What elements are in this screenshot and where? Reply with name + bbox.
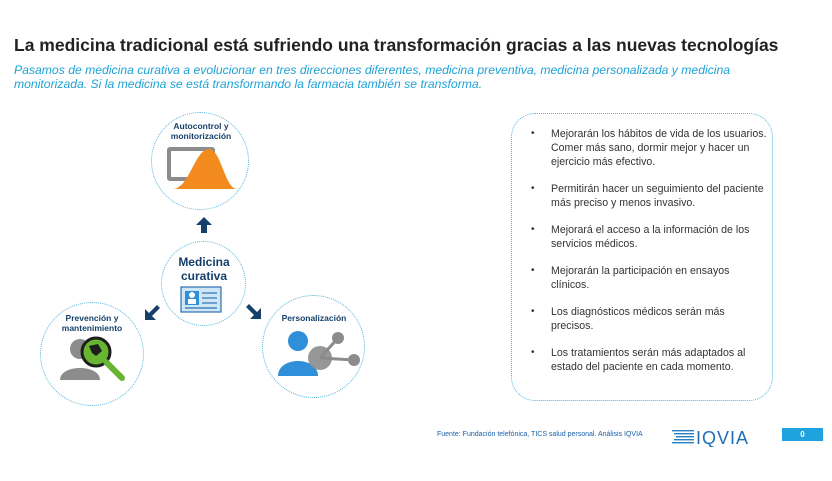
benefit-text: Los diagnósticos médicos serán más precisos. <box>551 306 725 332</box>
bullet-dot: • <box>531 265 535 276</box>
benefit-text: Mejorarán la participación en ensayos clínicos. <box>551 265 730 291</box>
iqvia-logo <box>672 425 772 447</box>
prevention-label: Prevención y mantenimiento <box>61 313 123 333</box>
bullet-dot: • <box>531 183 535 194</box>
curative-label: Medicina curativa <box>178 255 230 283</box>
benefit-item <box>529 346 769 374</box>
benefit-text: Mejorarán los hábitos de vida de los usuarios. Comer más sano, dormir mejor y hacer un ejercicio más efectivo. <box>551 128 767 168</box>
source-note: Fuente: Fundación telefónica, TICS salud personal. Análisis IQVIA <box>437 431 643 438</box>
benefit-item <box>529 182 769 210</box>
slide-title: La medicina tradicional está sufriendo una transformación gracias a las nuevas tecnologías <box>14 35 779 55</box>
benefit-item <box>529 305 769 333</box>
personalization-network-icon <box>276 328 362 380</box>
benefit-text: Mejorará el acceso a la información de los servicios médicos. <box>551 224 750 250</box>
arrow-up-icon <box>195 216 213 234</box>
bullet-dot: • <box>531 224 535 235</box>
logo-text: IQVIA <box>696 428 750 447</box>
bullet-dot: • <box>531 128 535 139</box>
slide-subtitle: Pasamos de medicina curativa a evolucionar en tres direcciones diferentes, medicina preventiva, medicina personalizada y medicina monitorizada. Si la medicina se está transformando la farmacia también se transforma. <box>14 63 731 91</box>
monitoring-label: Autocontrol y monitorización <box>170 121 232 141</box>
person-search-icon <box>56 334 136 384</box>
bullet-dot: • <box>531 347 535 358</box>
medical-record-icon <box>179 285 225 315</box>
arrow-down-right-icon <box>244 302 262 320</box>
benefit-item <box>529 264 769 292</box>
arrow-down-left-icon <box>144 303 162 321</box>
benefits-list <box>529 127 769 387</box>
bullet-dot: • <box>531 306 535 317</box>
benefit-item <box>529 127 769 169</box>
benefit-item <box>529 223 769 251</box>
page-number: 0 <box>782 428 823 441</box>
benefit-text: Permitirán hacer un seguimiento del paciente más preciso y menos invasivo. <box>551 183 764 209</box>
monitor-chart-icon <box>163 145 239 191</box>
benefit-text: Los tratamientos serán más adaptados al estado del paciente en cada momento. <box>551 347 746 373</box>
personalization-label: Personalización <box>281 313 347 323</box>
